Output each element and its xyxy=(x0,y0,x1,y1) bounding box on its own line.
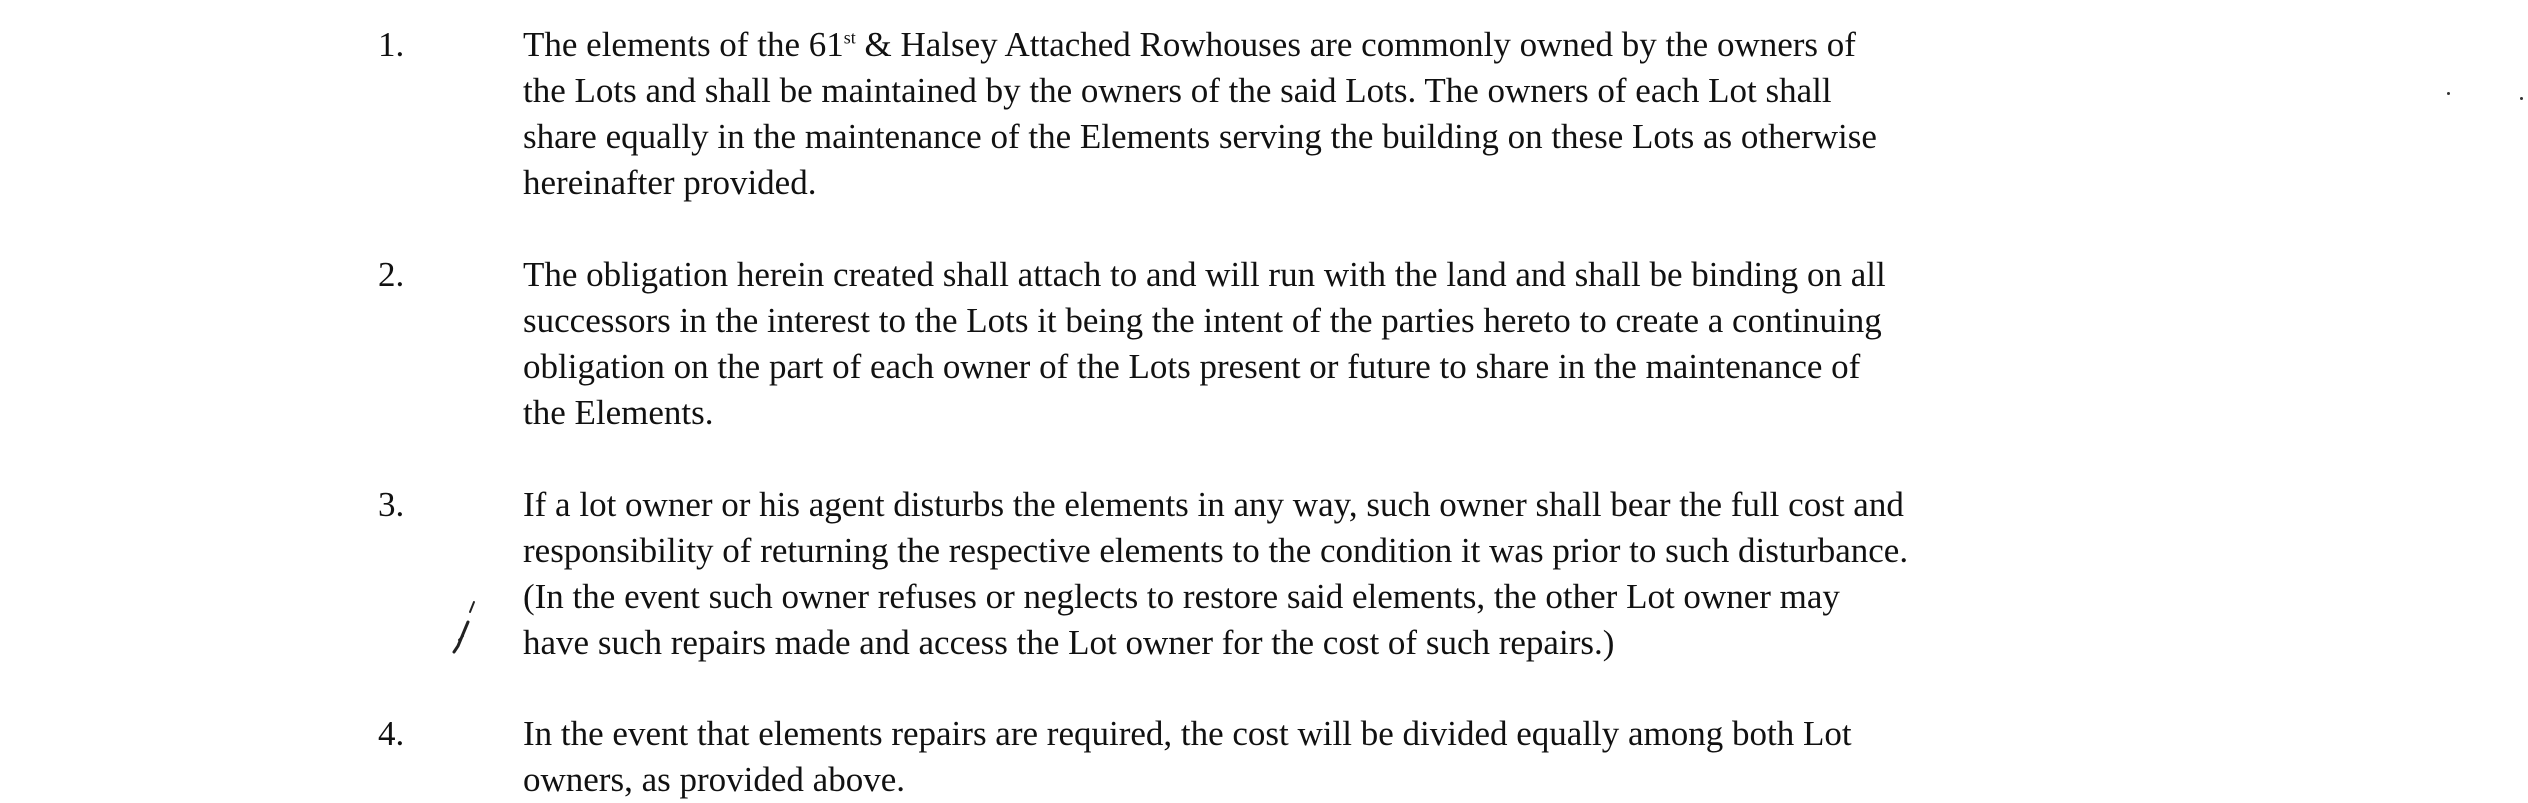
item-3-paragraph xyxy=(523,482,1908,666)
item-4-line-2: owners, as provided above. xyxy=(523,760,905,799)
item-1-line-2: the Lots and shall be maintained by the owners of the said Lots. The owners of each Lot shall xyxy=(523,71,1832,110)
ordinal-superscript: st xyxy=(843,27,856,48)
item-1-line-1 xyxy=(523,22,1877,68)
item-4-line-1: In the event that elements repairs are required, the cost will be divided equally among both Lot xyxy=(523,714,1852,753)
item-3-line-4: have such repairs made and access the Lot owner for the cost of such repairs.) xyxy=(523,623,1615,662)
item-3-line-3: (In the event such owner refuses or neglects to restore said elements, the other Lot owner may xyxy=(523,577,1840,616)
item-3-line-2: responsibility of returning the respective elements to the condition it was prior to such disturbance. xyxy=(523,531,1909,570)
item-2-line-1: The obligation herein created shall attach to and will run with the land and shall be binding on all xyxy=(523,255,1886,294)
item-3-line-1: If a lot owner or his agent disturbs the elements in any way, such owner shall bear the full cost and xyxy=(523,485,1904,524)
item-2-line-4: the Elements. xyxy=(523,393,714,432)
item-1-paragraph xyxy=(523,22,1877,206)
item-1-line-1-end: & Halsey Attached Rowhouses are commonly owned by the owners of xyxy=(855,25,1856,64)
item-4-paragraph xyxy=(523,711,1852,803)
item-1-line-3: share equally in the maintenance of the Elements serving the building on these Lots as otherwise xyxy=(523,117,1877,156)
scan-speck xyxy=(2520,97,2523,100)
item-2-number: 2. xyxy=(378,255,405,294)
item-2-line-3: obligation on the part of each owner of the Lots present or future to share in the maintenance of xyxy=(523,347,1861,386)
item-1-number: 1. xyxy=(378,25,405,64)
item-2-line-2: successors in the interest to the Lots it being the intent of the parties hereto to create a continuing xyxy=(523,301,1882,340)
item-3-number: 3. xyxy=(378,485,405,524)
scan-speck xyxy=(2447,92,2450,95)
item-2-paragraph xyxy=(523,252,1886,436)
item-4-number: 4. xyxy=(378,714,405,753)
item-1-line-1-start: The elements of the 61 xyxy=(523,25,844,64)
handwritten-mark-icon xyxy=(448,598,482,660)
item-1-line-4: hereinafter provided. xyxy=(523,163,817,202)
